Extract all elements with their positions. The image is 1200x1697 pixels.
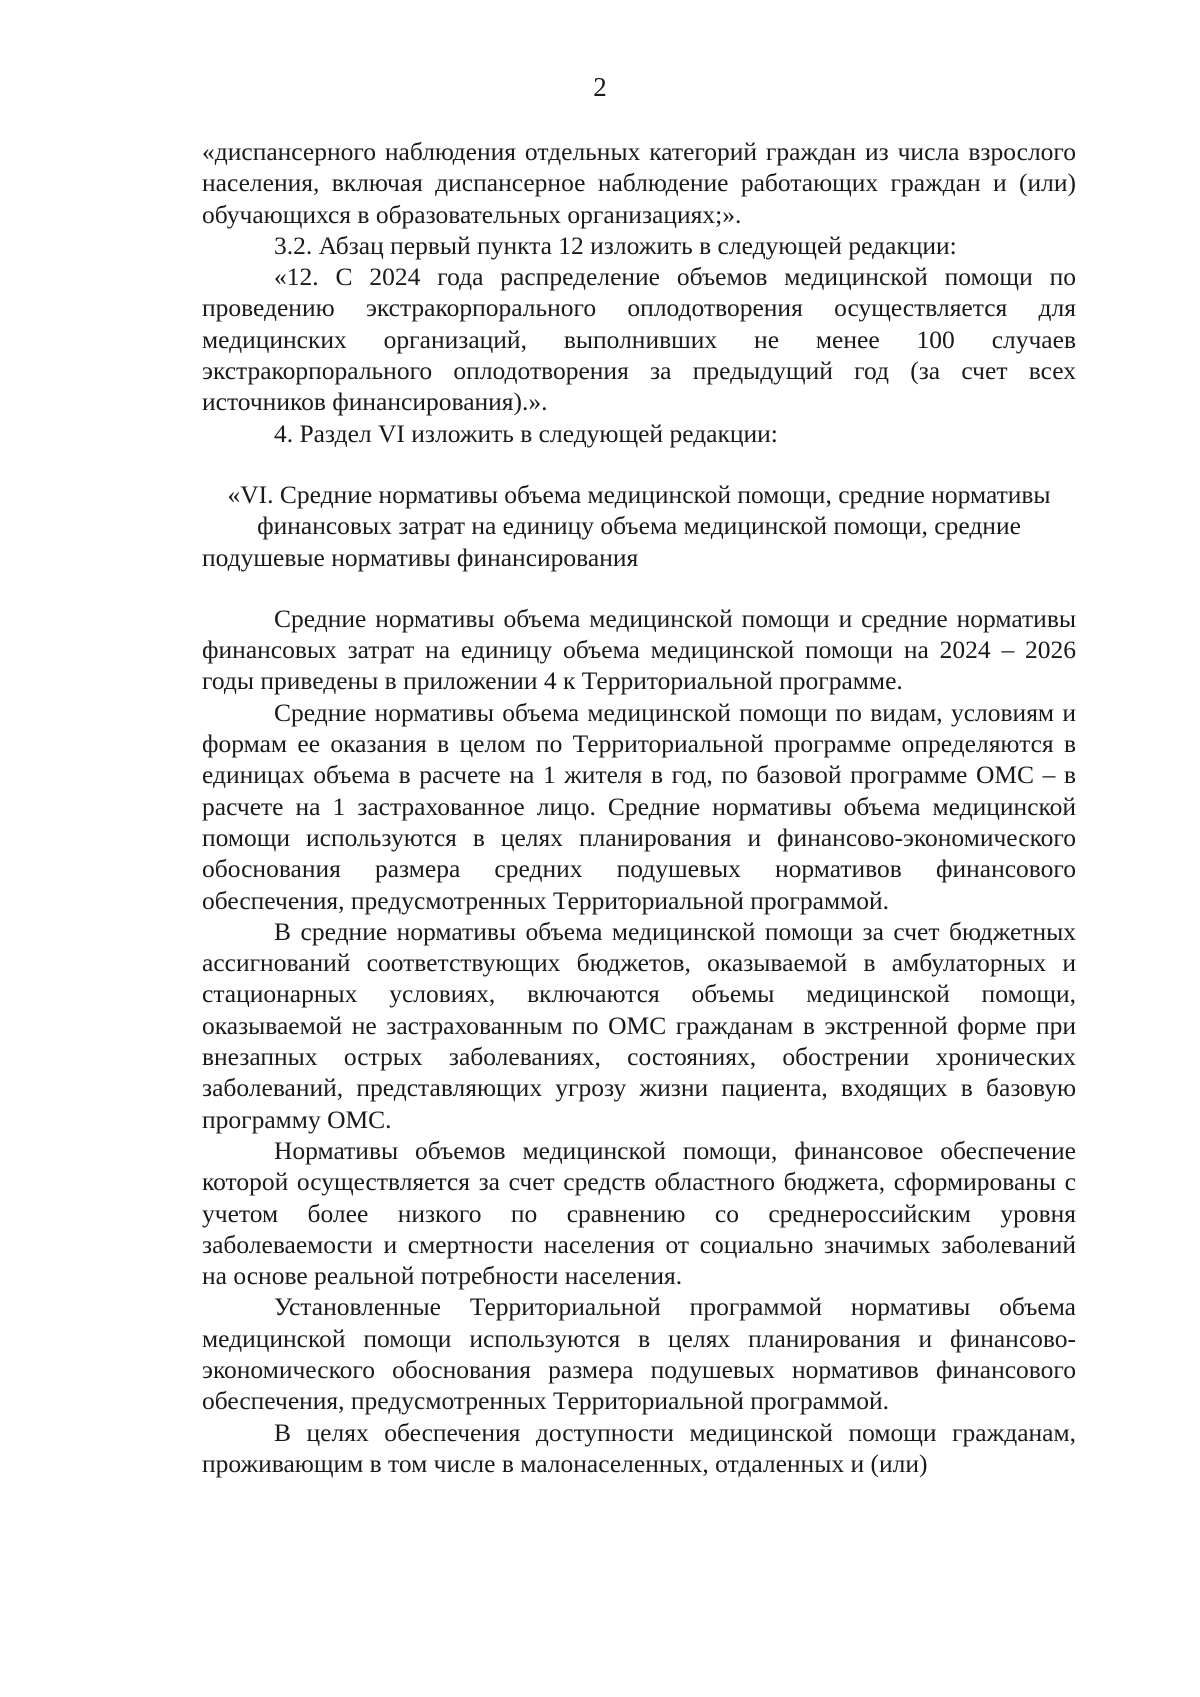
section-heading: «VI. Средние нормативы объема медицинской помощи, средние нормативы финансовых затрат на единицу объема медицинской помощи, средние подушевые нормативы финансирования [202,479,1051,572]
section-paragraph: Средние нормативы объема медицинской помощи по видам, условиям и формам ее оказания в целом по Территориальной программе определяются в единицах объема в расчете на 1 жителя в год, по базовой программе ОМС – в расчете на 1 застрахованное лицо. Средние нормативы объема медицинской помощи используются в целях планирования и финансово-экономического обоснования размера средних подушевых нормативов финансового обеспечения, предусмотренных Территориальной программой. [202,697,1076,915]
section-paragraph: Установленные Территориальной программой нормативы объема медицинской помощи используются в целях планирования и финансово-экономического обоснования размера подушевых нормативов финансового обеспечения, предусмотренных Территориальной программой. [202,1292,1076,1416]
paragraph-continuation: «диспансерного наблюдения отдельных категорий граждан из числа взрослого населения, включая диспансерное наблюдение работающих граждан и (или) обучающихся в образовательных организациях;». [202,137,1076,229]
paragraph-amendment-4: 4. Раздел VI изложить в следующей редакции: [274,418,778,448]
section-paragraph: Нормативы объемов медицинской помощи, финансовое обеспечение которой осуществляется за счет средств областного бюджета, сформированы с учетом более низкого по сравнению со среднероссийским уровня заболеваемости и смертности населения от социально значимых заболеваний на основе реальной потребности населения. [202,1135,1076,1291]
page-number: 2 [593,72,607,102]
section-paragraph: Средние нормативы объема медицинской помощи и средние нормативы финансовых затрат на единицу объема медицинской помощи на 2024 – 2026 годы приведены в приложении 4 к Территориальной программе. [202,603,1076,696]
section-paragraph: В средние нормативы объема медицинской помощи за счет бюджетных ассигнований соответствующих бюджетов, оказываемой в амбулаторных и стационарных условиях, включаются объемы медицинской помощи, оказываемой не застрахованным по ОМС гражданам в экстренной форме при внезапных острых заболеваниях, состояниях, обострении хронических заболеваний, представляющих угрозу жизни пациента, входящих в базовую программу ОМС. [202,916,1076,1134]
document-body [202,136,1076,1479]
paragraph-amendment-3-2: 3.2. Абзац первый пункта 12 изложить в следующей редакции: [274,230,957,260]
paragraph-item-12: «12. С 2024 года распределение объемов медицинской помощи по проведению экстракорпорального оплодотворения осуществляется для медицинских организаций, выполнивших не менее 100 случаев экстракорпорального оплодотворения за предыдущий год (за счет всех источников финансирования).». [202,262,1076,417]
section-paragraph: В целях обеспечения доступности медицинской помощи гражданам, проживающим в том числе в малонаселенных, отдаленных и (или) [202,1417,1076,1478]
